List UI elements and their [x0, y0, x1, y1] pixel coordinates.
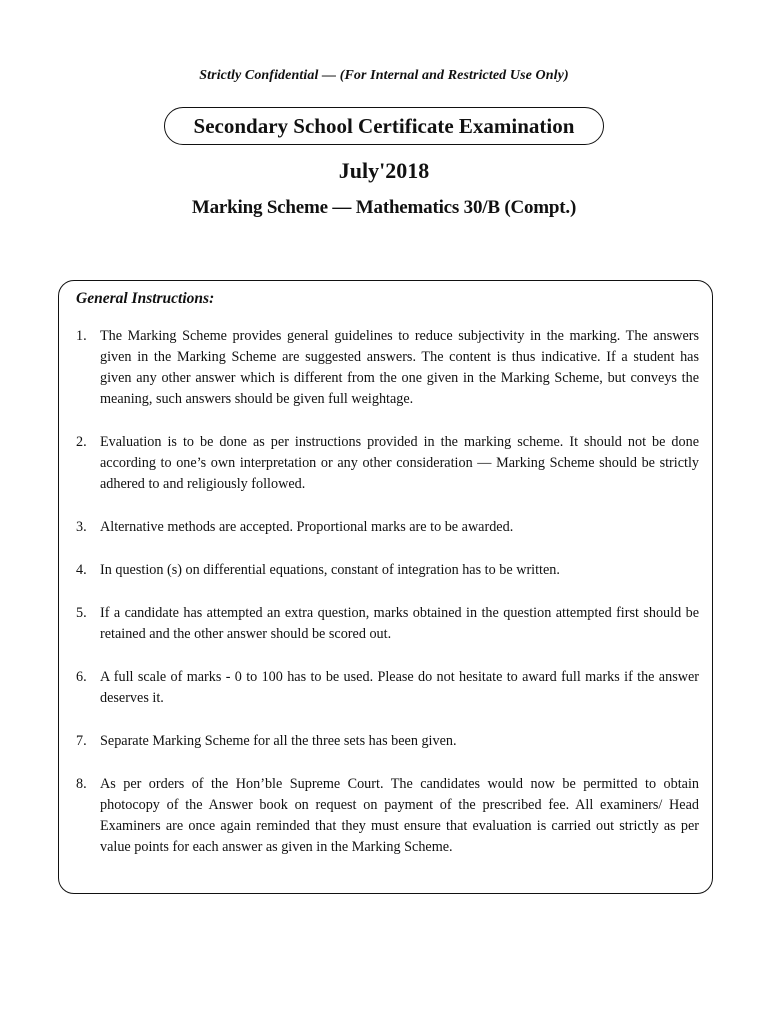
- exam-session: July'2018: [338, 158, 430, 183]
- exam-title-box: [164, 107, 604, 145]
- instruction-number: 8.: [76, 776, 87, 792]
- instruction-number: 7.: [76, 733, 87, 749]
- instruction-number: 4.: [76, 562, 87, 578]
- instruction-text: The Marking Scheme provides general guidelines to reduce subjectivity in the marking. The answers given in the Marking Scheme are suggested answers. The content is thus indicative. If a student has given any other answer which is different from the one given in the Marking Scheme, but conveys the meaning, such answers should be given full weightage.: [100, 328, 699, 407]
- instruction-number: 3.: [76, 519, 87, 535]
- instruction-item: [76, 731, 699, 752]
- instruction-text: A full scale of marks - 0 to 100 has to be used. Please do not hesitate to award full marks if the answer deserves it.: [100, 669, 699, 706]
- instruction-text: Separate Marking Scheme for all the three sets has been given.: [100, 733, 457, 749]
- instruction-item: [76, 774, 699, 858]
- exam-title: Secondary School Certificate Examination: [193, 113, 575, 138]
- instruction-number: 2.: [76, 434, 87, 450]
- instruction-number: 5.: [76, 605, 87, 621]
- instruction-text: If a candidate has attempted an extra question, marks obtained in the question attempted first should be retained and the other answer should be scored out.: [100, 605, 699, 642]
- instruction-item: [76, 603, 699, 645]
- instruction-number: 6.: [76, 669, 87, 685]
- marking-scheme-title: Marking Scheme — Mathematics 30/B (Compt.): [191, 197, 577, 218]
- instruction-item: [76, 517, 699, 538]
- instructions-heading: General Instructions:: [76, 290, 215, 307]
- instruction-number: 1.: [76, 328, 87, 344]
- instructions-list: [76, 326, 699, 880]
- instruction-text: Evaluation is to be done as per instructions provided in the marking scheme. It should not be done according to one’s own interpretation or any other consideration — Marking Scheme should be strictly adhered to and religiously followed.: [100, 434, 699, 492]
- instruction-text: As per orders of the Hon’ble Supreme Court. The candidates would now be permitted to obtain photocopy of the Answer book on request on payment of the prescribed fee. All examiners/ Head Examiners are once again reminded that they must ensure that evaluation is carried out strictly as per value points for each answer as given in the Marking Scheme.: [100, 776, 699, 855]
- instruction-item: [76, 326, 699, 410]
- instruction-item: [76, 667, 699, 709]
- confidential-note: Strictly Confidential — (For Internal and Restricted Use Only): [199, 68, 569, 83]
- instruction-text: In question (s) on differential equations, constant of integration has to be written.: [100, 562, 560, 578]
- instruction-item: [76, 560, 699, 581]
- instruction-item: [76, 432, 699, 495]
- instruction-text: Alternative methods are accepted. Proportional marks are to be awarded.: [100, 519, 514, 535]
